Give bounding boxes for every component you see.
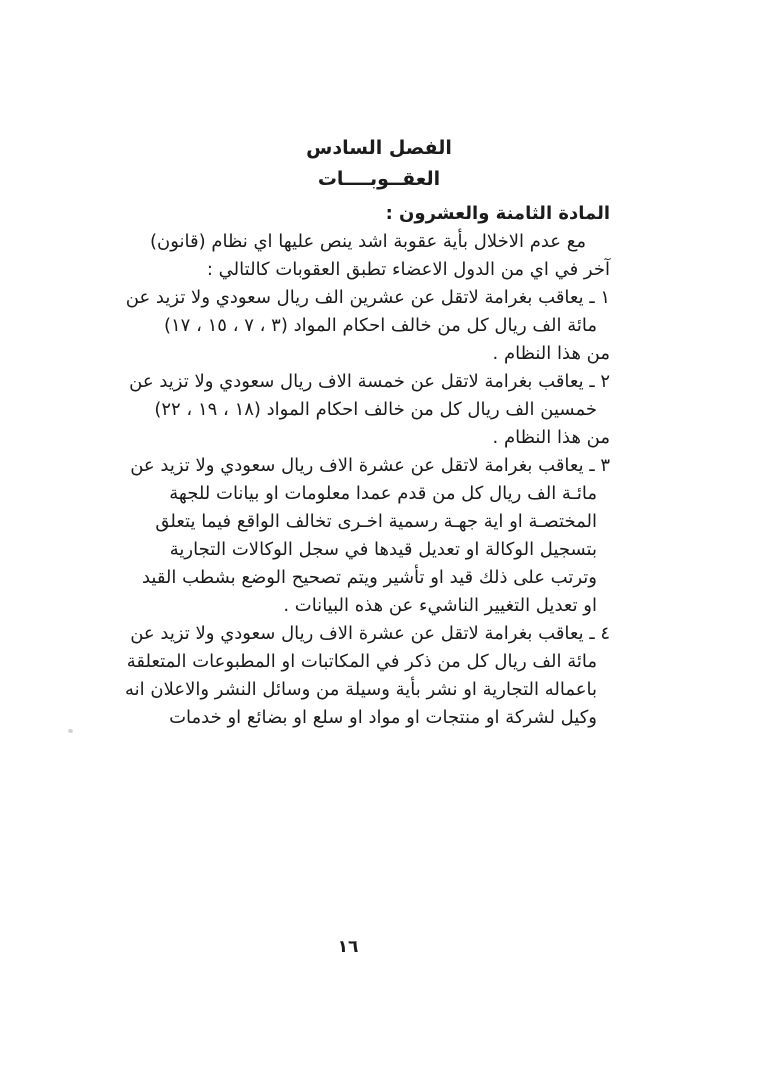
penalty-item-2	[129, 368, 610, 452]
item-line: بتسجيل الوكالة او تعديل قيدها في سجل الوكالات التجارية	[169, 539, 597, 560]
item-line: مائة الف ريال كل من خالف احكام المواد (٣ ، ٧ ، ١٥ ، ١٧)	[163, 315, 597, 336]
item-line: مائة الف ريال كل من ذكر في المكاتبات او المطبوعات المتعلقة	[126, 651, 597, 672]
item-line: باعماله التجارية او نشر بأية وسيلة من وسائل النشر والاعلان انه	[125, 679, 597, 700]
item-line: ٤ ـ يعاقب بغرامة لاتقل عن عشرة الاف ريال سعودي ولا تزيد عن	[130, 623, 610, 644]
item-line: من هذا النظام .	[492, 427, 610, 448]
section-title: العقــوبــــات	[317, 168, 441, 190]
intro-paragraph	[148, 228, 610, 284]
scan-artifact-speck	[67, 728, 73, 733]
item-line: ٢ ـ يعاقب بغرامة لاتقل عن خمسة الاف ريال سعودي ولا تزيد عن	[129, 371, 610, 392]
item-line: مائـة الف ريال كل من قدم عمدا معلومات او بيانات للجهة	[169, 483, 597, 504]
page-number: ١٦	[337, 937, 359, 957]
penalty-item-1	[125, 284, 610, 368]
item-line: ١ ـ يعاقب بغرامة لاتقل عن عشرين الف ريال سعودي ولا تزيد عن	[125, 287, 610, 308]
item-line: المختصـة او اية جهـة رسمية اخـرى تخالف الواقع فيما يتعلق	[155, 511, 597, 532]
chapter-title: الفصل السادس	[306, 137, 452, 159]
penalty-item-3	[130, 452, 610, 620]
item-line: خمسين الف ريال كل من خالف احكام المواد (١٨ ، ١٩ ، ٢٢)	[154, 399, 597, 420]
item-line: او تعديل التغيير الناشيء عن هذه البيانات .	[283, 595, 597, 616]
item-line: وكيل لشركة او منتجات او مواد او سلع او بضائع او خدمات	[169, 707, 597, 728]
item-line: وترتب على ذلك قيد او تأشير ويتم تصحيح الوضع بشطب القيد	[141, 567, 597, 588]
penalty-item-4	[125, 620, 610, 732]
intro-line: آخر في اي من الدول الاعضاء تطبق العقوبات كالتالي :	[206, 259, 610, 280]
item-line: ٣ ـ يعاقب بغرامة لاتقل عن عشرة الاف ريال سعودي ولا تزيد عن	[130, 455, 610, 476]
item-line: من هذا النظام .	[492, 343, 610, 364]
intro-line: مع عدم الاخلال بأية عقوبة اشد ينص عليها اي نظام (قانون)	[149, 231, 586, 252]
article-heading: المادة الثامنة والعشرون :	[385, 203, 610, 224]
text-column	[125, 0, 610, 732]
